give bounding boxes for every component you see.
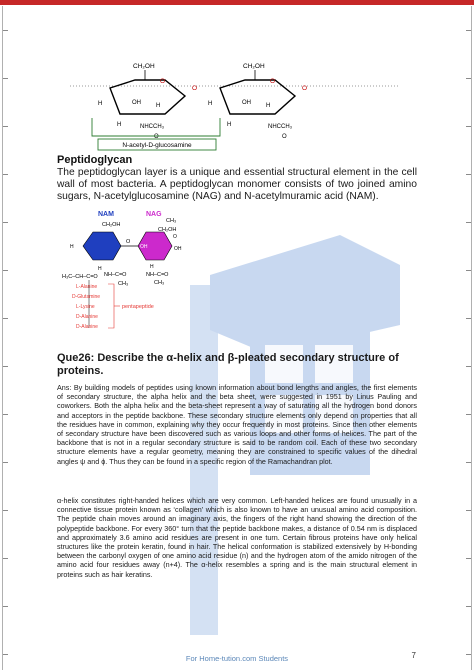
- margin-tick: [466, 462, 471, 463]
- h-label-2c: H: [227, 122, 232, 128]
- peptide-l-lysine: L-Lysine: [76, 304, 95, 310]
- page-number: 7: [411, 651, 416, 660]
- margin-tick: [466, 318, 471, 319]
- peptide-l-alanine: L-Alanine: [76, 284, 98, 290]
- nam-lactyl-chain: H₃C–CH–C=O: [62, 274, 98, 280]
- nam-h-b: H: [98, 266, 102, 272]
- peptidoglycan-monomer-diagram: [58, 208, 208, 336]
- margin-tick: [3, 510, 8, 511]
- nam-h: H: [70, 244, 74, 250]
- margin-tick: [466, 606, 471, 607]
- nag-oh: OH: [174, 246, 182, 252]
- margin-tick: [3, 30, 8, 31]
- sugar-ring-2: [220, 80, 295, 114]
- nag-ch2oh: CH₂OH: [158, 227, 177, 233]
- nam-ch2oh: CH₂OH: [102, 222, 121, 228]
- glycosidic-o: O: [192, 85, 198, 92]
- h-label-1b: H: [156, 103, 161, 109]
- margin-tick: [3, 126, 8, 127]
- nag-inner-oh: OH: [140, 244, 148, 250]
- margin-tick: [466, 174, 471, 175]
- ch2oh-label-1: CH₂OH: [133, 63, 155, 70]
- peptide-d-alanine-1: D-Alanine: [76, 314, 98, 320]
- ring-o-label-2: O: [270, 78, 276, 85]
- nag-label: NAG: [146, 211, 162, 218]
- margin-tick: [466, 126, 471, 127]
- margin-tick: [466, 414, 471, 415]
- margin-tick: [3, 270, 8, 271]
- peptide-d-glutamine: D-Glutamine: [72, 294, 101, 300]
- footer-text: For Home-tution.com Students: [185, 654, 289, 663]
- o-label-1: O: [154, 134, 159, 140]
- answer-paragraph-1: Ans: By building models of peptides using known information about bond lengths and angles, the first elements of secondary structure, the alpha helix and the beta sheet, were suggested in 1951 by Linus Pauling and coworkers. Both the alpha helix and the beta-sheet represent a way of saturating all the hydrogen bond donors and acceptors in the peptide backbone. These secondary structure elements only depend on properties that all the residues have in common, explaining why they occur frequently in most proteins. Since then other elements of secondary structure have been discovered such as various loops and other forms of helices. The part of the backbone that is not in a regular secondary structure is said to be random coil. Each of these two secondary structure elements have a regular geometry, meaning they are constrained to specific values of the dihedral angles ψ and ϕ. Thus they can be found in a specific region of the Ramachandran plot.: [57, 383, 417, 466]
- nag-ch3-b: CH₃: [154, 280, 165, 286]
- nag-o: O: [173, 234, 177, 240]
- o-label-2: O: [282, 134, 287, 140]
- nag-nhco: NH–C=O: [146, 272, 169, 278]
- nam-nhco: NH–C=O: [104, 272, 127, 278]
- left-margin-line: [2, 6, 3, 670]
- margin-tick: [3, 222, 8, 223]
- top-border: [0, 0, 474, 5]
- margin-tick: [3, 606, 8, 607]
- ring-o-label-1: O: [160, 78, 166, 85]
- margin-tick: [466, 30, 471, 31]
- nam-ring: [83, 232, 121, 260]
- nag-chain-diagram: [70, 58, 400, 154]
- nhcch3-label-2: NHCCH₃: [268, 124, 293, 130]
- margin-tick: [466, 78, 471, 79]
- margin-tick: [466, 558, 471, 559]
- oh-label-1: OH: [132, 100, 141, 106]
- peptide-d-alanine-2: D-Alanine: [76, 324, 98, 330]
- margin-tick: [466, 270, 471, 271]
- margin-tick: [3, 174, 8, 175]
- link-o: O: [126, 239, 131, 245]
- margin-tick: [466, 366, 471, 367]
- margin-tick: [3, 366, 8, 367]
- h-label-1: H: [117, 122, 122, 128]
- margin-tick: [3, 558, 8, 559]
- margin-tick: [3, 318, 8, 319]
- ch2oh-label-2: CH₂OH: [243, 63, 265, 70]
- sugar-ring-1: [110, 80, 185, 114]
- pentapeptide-bracket: [108, 284, 114, 328]
- nam-ch3: CH₃: [118, 281, 129, 287]
- peptidoglycan-paragraph: The peptidoglycan layer is a unique and essential structural element in the cell wall of most bacteria. A peptidoglycan monomer consists of two joined amino sugars, N-acetylglucosamine (NAG) and N-acetylmuramic acid (NAM).: [57, 167, 417, 202]
- h-label-1c: H: [98, 101, 103, 107]
- oh-label-2: OH: [242, 100, 251, 106]
- nag-caption: N-acetyl-D-glucosamine: [122, 142, 192, 149]
- answer-paragraph-2: α-helix constitutes right-handed helices which are very common. Left-handed helices are found unusually in a connective tissue protein known as ‘collagen’ which is also known to have an unusual amino acid composition. The peptide chain moves around an imaginary axis, the fingers of the right hand showing the direction of the polypeptide backbone. For every 360° turn that the peptide backbone makes, a distance of 0.54 nm is displaced and approximately 3.6 amino acid residues are present in one turn. Certain fibrous proteins have only helical structures like the protein keratin, found in hair. The helical conformation is stabilized extensively by H-bonding between the carbonyl oxygen of one amino acid residue (n) and the hydrogen atom of the amido nitrogen of the amino acid four residues away (n+4). The α-helix resembles a spring and is the main structural element in proteins such as hair keratins.: [57, 496, 417, 579]
- peptidoglycan-heading: Peptidoglycan: [57, 154, 133, 166]
- margin-tick: [3, 414, 8, 415]
- pentapeptide-label: pentapeptide: [122, 304, 154, 310]
- nam-label: NAM: [98, 211, 114, 218]
- nag-ch3: CH₃: [166, 218, 177, 224]
- margin-tick: [466, 222, 471, 223]
- question-26-heading: Que26: Describe the α-helix and β-pleated secondary structure of proteins.: [57, 352, 399, 377]
- glycosidic-o-2: O: [302, 85, 308, 92]
- h-label-2b: H: [266, 103, 271, 109]
- right-margin-line: [471, 6, 472, 670]
- margin-tick: [3, 78, 8, 79]
- nhcch3-label-1: NHCCH₃: [140, 124, 165, 130]
- margin-tick: [3, 462, 8, 463]
- nag-h: H: [150, 264, 154, 270]
- h-label-2: H: [208, 101, 213, 107]
- margin-tick: [466, 510, 471, 511]
